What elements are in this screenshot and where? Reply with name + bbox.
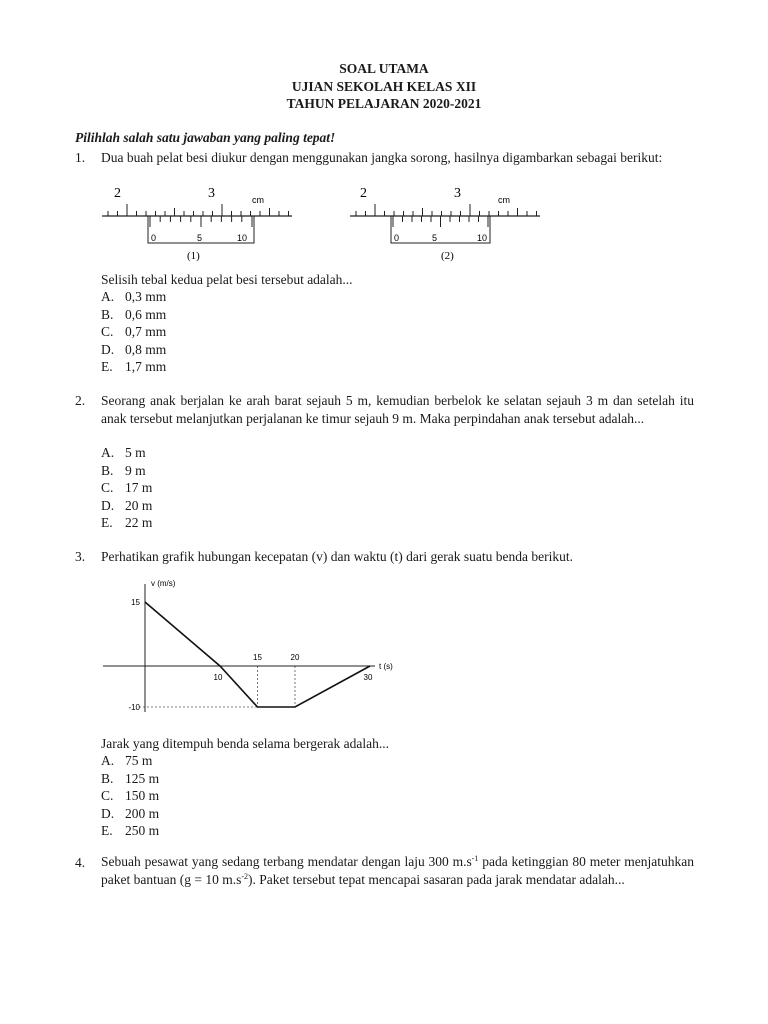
caliper-1-vernier-5: 5 [197,233,203,243]
q3-option-d[interactable]: D. 200 m [101,805,160,821]
header-title: SOAL UTAMA [339,61,429,76]
header-year: TAHUN PELAJARAN 2020-2021 [286,96,482,111]
q4-text: Sebuah pesawat yang sedang terbang mendatar dengan laju 300 $m.s^{-1}$ pada ketinggian 80 meter menjatuhkan paket bantuan (g = 10 $m.s^{-2}$). Paket tersebut tepat mencapai sasaran pada jarak mendatar adalah... [101,854,694,887]
tick-label-x-15: 15 [253,653,262,662]
q2-option-e[interactable]: E. 22 m [101,515,153,530]
caliper-2-main-3: 3 [454,186,461,201]
q3-question: Jarak yang ditempuh benda selama bergerak adalah... [101,736,390,751]
q3-option-a[interactable]: A. 75 m [101,753,153,768]
caliper-1-main-2: 2 [114,186,121,201]
q2-options [101,444,152,532]
q1-option-d[interactable]: D. 0,8 mm [101,341,167,357]
caliper-2-vernier-10: 10 [477,233,488,243]
caliper-1-unit: cm [252,195,264,205]
tick-label-y-neg10: -10 [128,703,140,712]
q1-text: Dua buah pelat besi diukur dengan menggunakan jangka sorong, hasilnya digambarkan sebagai berikut: [101,150,663,165]
q2-option-c[interactable]: C. 17 m [101,480,153,495]
q3-option-c[interactable]: C. 150 m [101,788,160,803]
caliper-2-unit: cm [498,195,510,205]
tick-label-y-15: 15 [131,598,140,607]
q1-option-e[interactable]: E. 1,7 mm [101,359,167,374]
q1-question: Selisih tebal kedua pelat besi tersebut adalah... [101,272,353,287]
exam-header [0,60,768,113]
q3-text: Perhatikan grafik hubungan kecepatan (v) dan waktu (t) dari gerak suatu benda berikut. [101,549,573,564]
q3-option-e[interactable]: E. 250 m [101,823,160,838]
q1-options [101,288,166,376]
q1-option-b[interactable]: B. 0,6 mm [101,306,167,322]
caliper-2-vernier-0: 0 [394,233,400,243]
q2-text: Seorang anak berjalan ke arah barat sejauh 5 m, kemudian berbelok ke selatan sejauh 3 m dan setelah itu anak tersebut melanjutkan perjalanan ke timur sejauh 9 m. Maka perpindahan anak tersebut adalah... [101,393,694,426]
tick-label-x-30: 30 [363,673,373,682]
caliper-1-caption: (1) [187,250,200,262]
caliper-2-vernier-5: 5 [432,233,438,243]
q3-number: 3. [75,549,86,564]
graph-y-label: v (m/s) [151,579,176,588]
q2-option-a[interactable]: A. 5 m [101,445,146,460]
q2-number: 2. [75,393,86,408]
q1-option-c[interactable]: C. 0,7 mm [101,324,167,339]
caliper-1-vernier-0: 0 [151,233,157,243]
q1-option-a[interactable]: A. 0,3 mm [101,289,167,304]
q2-option-d[interactable]: D. 20 m [101,497,153,513]
caliper-2-figure [348,183,548,263]
velocity-time-graph [95,572,415,722]
header-subtitle: UJIAN SEKOLAH KELAS XII [291,78,477,94]
caliper-2-main-2: 2 [360,186,367,201]
instruction: Pilihlah salah satu jawaban yang paling tepat! [75,130,336,145]
graph-x-label: t (s) [379,662,393,671]
q2-option-b[interactable]: B. 9 m [101,462,146,478]
tick-label-x-20: 20 [290,653,300,662]
caliper-1-main-3: 3 [208,186,215,201]
q3-options [101,752,159,840]
tick-label-x-10: 10 [213,673,223,682]
q4-number: 4. [75,855,86,870]
q3-option-b[interactable]: B. 125 m [101,770,160,786]
caliper-2-caption: (2) [441,250,454,262]
caliper-1-vernier-10: 10 [237,233,248,243]
q1-number: 1. [75,150,86,165]
caliper-1-figure [100,183,300,263]
